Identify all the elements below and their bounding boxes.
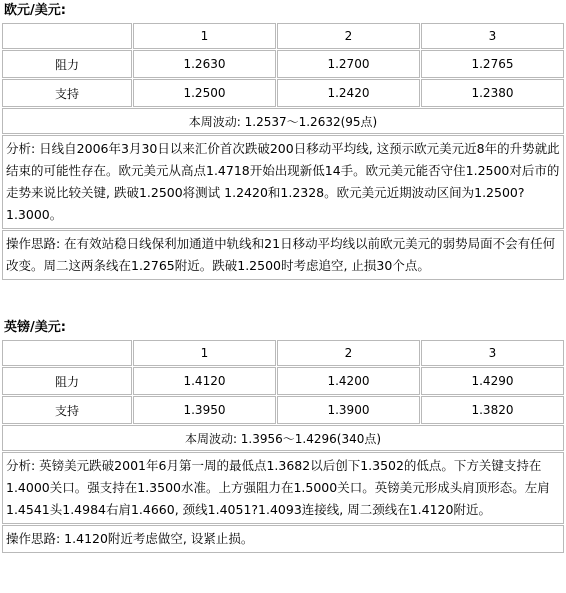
resistance-2: 1.2700 bbox=[277, 50, 420, 78]
header-col-2: 2 bbox=[277, 23, 420, 49]
resistance-3: 1.4290 bbox=[421, 367, 564, 395]
weekly-range: 本周波动: 1.2537～1.2632(95点) bbox=[2, 108, 564, 134]
strategy-text: 操作思路: 在有效站稳日线保利加通道中轨线和21日移动平均线以前欧元美元的弱势局面不会有任何改变。周二这两条线在1.2765附近。跌破1.2500时考虑追空, 止损30个点。 bbox=[2, 230, 564, 280]
table-row-strategy bbox=[2, 525, 564, 553]
table-row-resistance bbox=[2, 367, 564, 395]
table-row-analysis bbox=[2, 452, 564, 524]
table-row-weekly-range bbox=[2, 108, 564, 134]
resistance-1: 1.2630 bbox=[133, 50, 276, 78]
table-header-row bbox=[2, 23, 564, 49]
row-label-resistance: 阻力 bbox=[2, 50, 132, 78]
support-3: 1.3820 bbox=[421, 396, 564, 424]
header-col-1: 1 bbox=[133, 340, 276, 366]
gbpusd-table bbox=[1, 339, 565, 554]
table-row-support bbox=[2, 79, 564, 107]
support-3: 1.2380 bbox=[421, 79, 564, 107]
header-corner-cell bbox=[2, 23, 132, 49]
table-header-row bbox=[2, 340, 564, 366]
table-row-resistance bbox=[2, 50, 564, 78]
resistance-1: 1.4120 bbox=[133, 367, 276, 395]
table-row-weekly-range bbox=[2, 425, 564, 451]
resistance-3: 1.2765 bbox=[421, 50, 564, 78]
header-col-3: 3 bbox=[421, 340, 564, 366]
analysis-text: 分析: 英镑美元跌破2001年6月第一周的最低点1.3682以后创下1.3502的低点。下方关键支持在1.4000关口。强支持在1.3500水准。上方强阻力在1.5000关口。英镑美元形成头肩顶形态。左肩1.4541头1.4984右肩1.4660, 颈线1.4051?1.4093连接线, 周二颈线在1.4120附近。 bbox=[2, 452, 564, 524]
support-2: 1.2420 bbox=[277, 79, 420, 107]
weekly-range: 本周波动: 1.3956～1.4296(340点) bbox=[2, 425, 564, 451]
table-row-support bbox=[2, 396, 564, 424]
header-col-1: 1 bbox=[133, 23, 276, 49]
eurusd-section bbox=[0, 0, 566, 281]
header-col-2: 2 bbox=[277, 340, 420, 366]
row-label-support: 支持 bbox=[2, 79, 132, 107]
support-2: 1.3900 bbox=[277, 396, 420, 424]
row-label-support: 支持 bbox=[2, 396, 132, 424]
gbpusd-title: 英镑/美元: bbox=[4, 320, 66, 335]
table-row-strategy bbox=[2, 230, 564, 280]
support-1: 1.2500 bbox=[133, 79, 276, 107]
analysis-text: 分析: 日线自2006年3月30日以来汇价首次跌破200日移动平均线, 这预示欧元美元近8年的升势就此结束的可能性存在。欧元美元从高点1.4718开始出现新低14手。欧元美元能否守住1.2500对后市的走势来说比较关键, 跌破1.2500将测试 1.2420和1.2328。欧元美元近期波动区间为1.2500?1.3000。 bbox=[2, 135, 564, 229]
strategy-text: 操作思路: 1.4120附近考虑做空, 设紧止损。 bbox=[2, 525, 564, 553]
header-col-3: 3 bbox=[421, 23, 564, 49]
gbpusd-section bbox=[0, 317, 566, 554]
resistance-2: 1.4200 bbox=[277, 367, 420, 395]
eurusd-title: 欧元/美元: bbox=[4, 3, 66, 18]
row-label-resistance: 阻力 bbox=[2, 367, 132, 395]
support-1: 1.3950 bbox=[133, 396, 276, 424]
table-row-analysis bbox=[2, 135, 564, 229]
eurusd-table bbox=[1, 22, 565, 281]
header-corner-cell bbox=[2, 340, 132, 366]
